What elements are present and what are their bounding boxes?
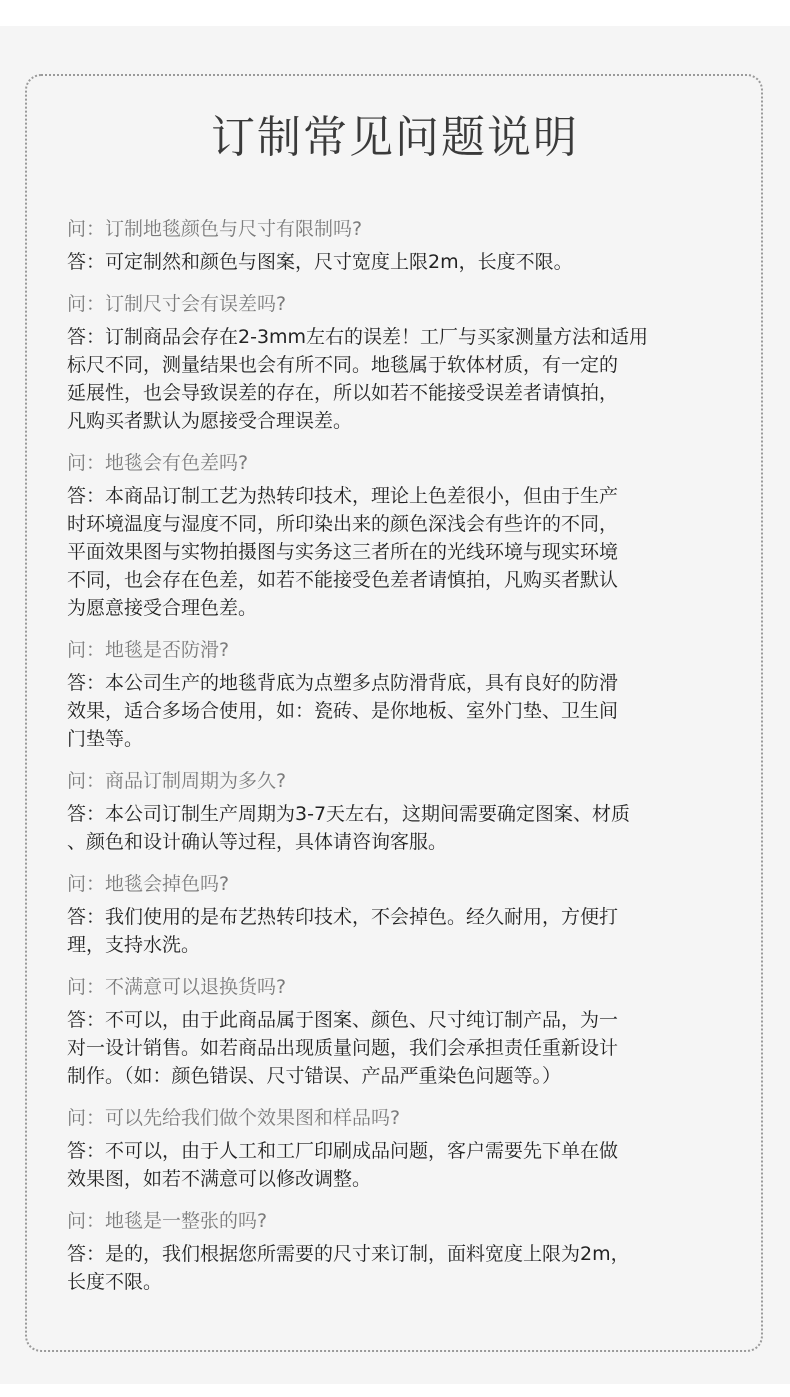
answer-line: 制作。（如：颜色错误、尺寸错误、产品严重染色问题等。） <box>67 1065 562 1087</box>
answer-line: 答：本公司生产的地毯背底为点塑多点防滑背底，具有良好的防滑 <box>67 672 619 694</box>
faq-item <box>67 1207 737 1296</box>
faq-item <box>67 449 737 622</box>
faq-question: 问：可以先给我们做个效果图和样品吗? <box>67 1107 401 1129</box>
faq-answer <box>67 323 737 435</box>
answer-line: 答：不可以，由于此商品属于图案、颜色、尺寸纯订制产品，为一 <box>67 1009 619 1031</box>
faq-answer <box>67 669 737 753</box>
faq-question: 问：商品订制周期为多久? <box>67 770 287 792</box>
faq-item <box>67 290 737 435</box>
faq-question: 问：地毯会掉色吗? <box>67 873 230 895</box>
answer-line: 效果，适合多场合使用，如：瓷砖、是你地板、室外门垫、卫生间 <box>67 700 619 722</box>
answer-line: 对一设计销售。如若商品出现质量问题，我们会承担责任重新设计 <box>67 1037 619 1059</box>
faq-item <box>67 870 737 959</box>
faq-question: 问：订制尺寸会有误差吗? <box>67 293 287 315</box>
faq-item <box>67 215 737 276</box>
answer-line: 答：订制商品会存在2-3mm左右的误差！工厂与买家测量方法和适用 <box>67 326 649 348</box>
faq-item <box>67 636 737 753</box>
page-title: 订制常见问题说明 <box>211 112 579 163</box>
answer-line: 长度不限。 <box>67 1271 163 1293</box>
answer-line: 标尺不同，测量结果也会有所不同。地毯属于软体材质，有一定的 <box>67 354 619 376</box>
faq-question: 问：地毯会有色差吗? <box>67 452 249 474</box>
faq-answer <box>67 248 737 276</box>
answer-line: 平面效果图与实物拍摄图与实务这三者所在的光线环境与现实环境 <box>67 541 619 563</box>
faq-question: 问：地毯是一整张的吗? <box>67 1210 268 1232</box>
answer-line: 凡购买者默认为愿接受合理误差。 <box>67 410 353 432</box>
faq-question: 问：订制地毯颜色与尺寸有限制吗? <box>67 218 363 240</box>
faq-item <box>67 767 737 856</box>
answer-line: 、颜色和设计确认等过程，具体请咨询客服。 <box>67 831 448 853</box>
answer-line: 为愿意接受合理色差。 <box>67 597 258 619</box>
faq-question: 问：不满意可以退换货吗? <box>67 976 287 998</box>
answer-line: 答：本商品订制工艺为热转印技术，理论上色差很小，但由于生产 <box>67 485 619 507</box>
answer-line: 时环境温度与湿度不同，所印染出来的颜色深浅会有些许的不同， <box>67 513 619 535</box>
answer-line: 答：不可以，由于人工和工厂印刷成品问题，客户需要先下单在做 <box>67 1140 619 1162</box>
answer-line: 延展性，也会导致误差的存在，所以如若不能接受误差者请慎拍， <box>67 382 619 404</box>
answer-line: 理，支持水洗。 <box>67 934 201 956</box>
answer-line: 门垫等。 <box>67 728 144 750</box>
faq-answer <box>67 482 737 622</box>
faq-item <box>67 973 737 1090</box>
answer-line: 答：是的，我们根据您所需要的尺寸来订制，面料宽度上限为2m， <box>67 1243 630 1265</box>
answer-line: 不同，也会存在色差，如若不能接受色差者请慎拍，凡购买者默认 <box>67 569 619 591</box>
faq-answer <box>67 1240 737 1296</box>
faq-answer <box>67 903 737 959</box>
faq-answer <box>67 800 737 856</box>
faq-question: 问：地毯是否防滑? <box>67 639 230 661</box>
faq-answer <box>67 1006 737 1090</box>
faq-item <box>67 1104 737 1193</box>
faq-list <box>67 215 737 1310</box>
answer-line: 效果图，如若不满意可以修改调整。 <box>67 1168 372 1190</box>
answer-line: 答：我们使用的是布艺热转印技术，不会掉色。经久耐用，方便打 <box>67 906 619 928</box>
answer-line: 答：本公司订制生产周期为3-7天左右，这期间需要确定图案、材质 <box>67 803 631 825</box>
faq-answer <box>67 1137 737 1193</box>
answer-line: 答：可定制然和颜色与图案，尺寸宽度上限2m，长度不限。 <box>67 251 573 273</box>
